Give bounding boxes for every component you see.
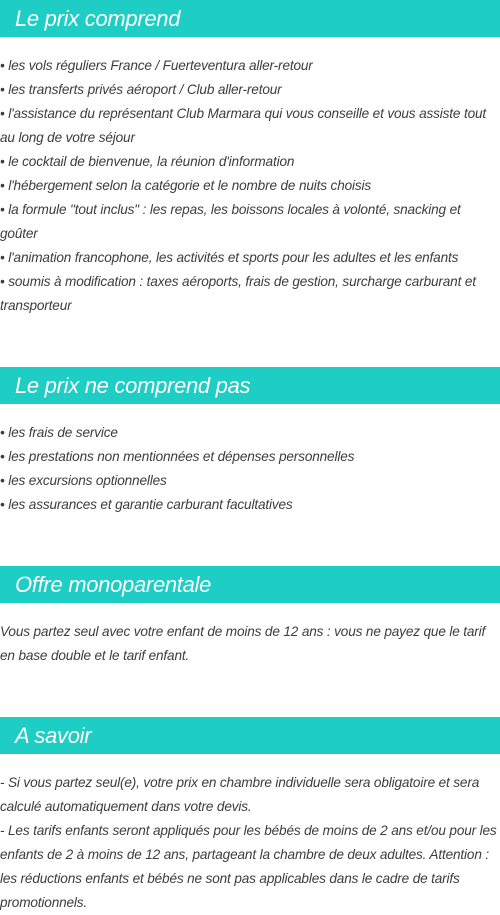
list-item: • les excursions optionnelles [0, 473, 167, 488]
list-item: • l'assistance du représentant Club Marmara qui vous conseille et vous assiste tout au long de votre séjour [0, 106, 487, 145]
section-title: Le prix ne comprend pas [15, 373, 251, 398]
section-body-a-savoir [0, 771, 500, 915]
list-item: • l'hébergement selon la catégorie et le nombre de nuits choisis [0, 178, 372, 193]
list-item: • les vols réguliers France / Fuerteventura aller-retour [0, 58, 313, 73]
list-item: • le cocktail de bienvenue, la réunion d'information [0, 154, 295, 169]
section-title: Le prix comprend [15, 6, 181, 31]
list-item: • les frais de service [0, 425, 118, 440]
list-item: • l'animation francophone, les activités et sports pour les adultes et les enfants [0, 250, 459, 265]
section-body-offre-monoparentale [0, 620, 500, 668]
list-item: • les assurances et garantie carburant facultatives [0, 497, 293, 512]
section-body-prix-ne-comprend-pas [0, 421, 500, 517]
list-item: • les prestations non mentionnées et dépenses personnelles [0, 449, 355, 464]
section-title: Offre monoparentale [15, 572, 212, 597]
list-item: • les transferts privés aéroport / Club aller-retour [0, 82, 282, 97]
section-header-a-savoir [0, 717, 500, 754]
section-header-prix-comprend [0, 0, 500, 37]
paragraph: Vous partez seul avec votre enfant de moins de 12 ans : vous ne payez que le tarif en base double et le tarif enfant. [0, 624, 486, 663]
section-body-prix-comprend [0, 54, 500, 318]
section-header-prix-ne-comprend-pas [0, 367, 500, 404]
list-item: • la formule "tout inclus" : les repas, les boissons locales à volonté, snacking et goûter [0, 202, 461, 241]
section-title: A savoir [15, 723, 92, 748]
section-header-offre-monoparentale [0, 566, 500, 603]
list-item: • soumis à modification : taxes aéroports, frais de gestion, surcharge carburant et transporteur [0, 274, 476, 313]
paragraph: - Si vous partez seul(e), votre prix en chambre individuelle sera obligatoire et sera calculé automatiquement dans votre devis. [0, 775, 480, 814]
paragraph: - Les tarifs enfants seront appliqués pour les bébés de moins de 2 ans et/ou pour les enfants de 2 à moins de 12 ans, partageant la chambre de deux adultes. Attention : les réductions enfants et bébés ne sont pas applicables dans le cadre de tarifs promotionnels. [0, 823, 497, 910]
